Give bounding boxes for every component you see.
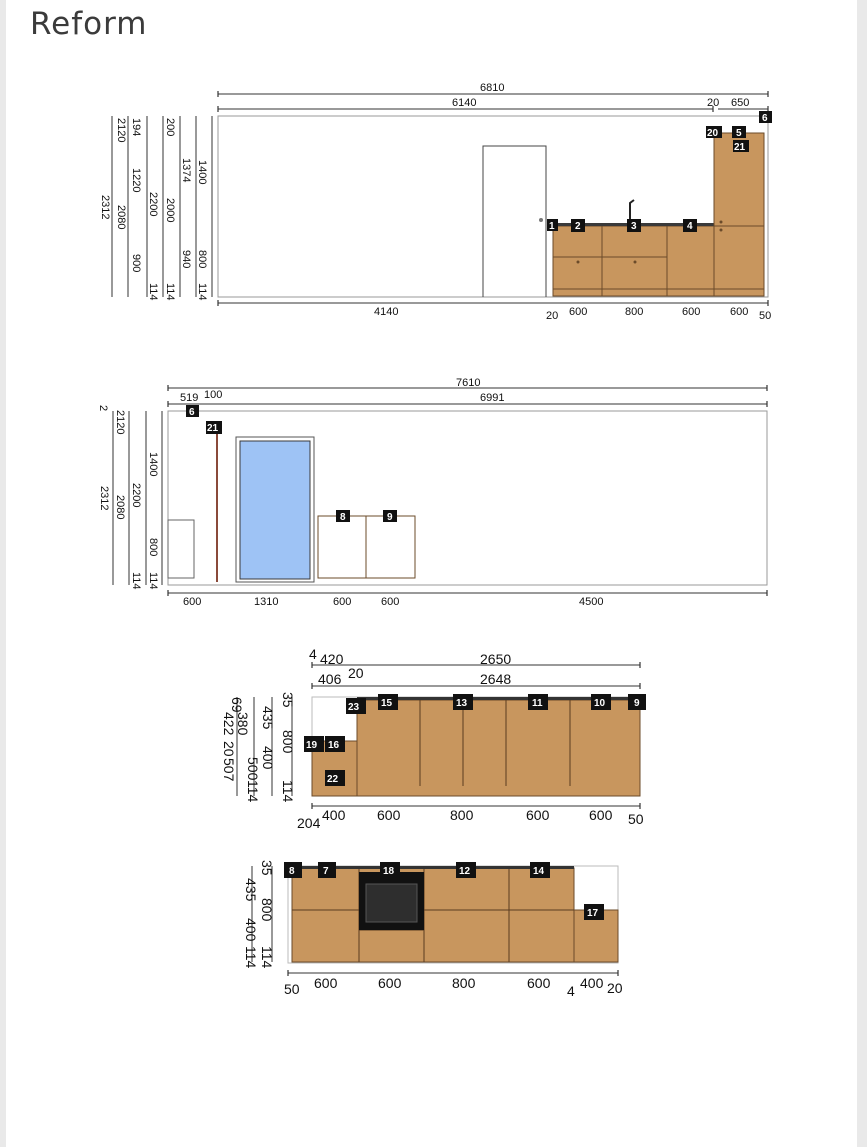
dim-label: 50 [628, 811, 644, 827]
svg-text:10: 10 [594, 698, 606, 709]
elevation-2 [97, 377, 767, 608]
dim-label: 1220 [130, 168, 142, 193]
dim-label: 2080 [114, 495, 126, 520]
glass-door [240, 441, 310, 579]
dim-label: 800 [147, 538, 159, 557]
dim-label: 600 [682, 306, 701, 318]
dim-label: 600 [381, 596, 400, 608]
dim-label: 422 [221, 712, 237, 736]
svg-text:9: 9 [634, 698, 640, 709]
dim-label: 20 [607, 980, 623, 996]
cabinet-run-1 [221, 646, 646, 831]
dim-label: 6140 [452, 97, 477, 109]
dim-label: 35 [259, 860, 275, 876]
dim-label: 4 [309, 646, 317, 662]
svg-text:13: 13 [456, 698, 468, 709]
svg-text:8: 8 [289, 866, 295, 877]
svg-text:21: 21 [207, 423, 219, 434]
dim-label: 4500 [579, 596, 604, 608]
dim-label: 6810 [480, 82, 505, 94]
dim-label: 507 [221, 758, 237, 782]
cabinets [292, 868, 574, 962]
dim-label: 114 [147, 283, 159, 301]
dim-label: 50 [284, 981, 300, 997]
svg-text:20: 20 [707, 128, 719, 139]
svg-text:6: 6 [762, 113, 768, 124]
svg-text:21: 21 [734, 142, 746, 153]
dim-label: 600 [527, 975, 551, 991]
dim-label: 114 [164, 283, 176, 301]
svg-text:22: 22 [327, 774, 339, 785]
dim-label: 800 [625, 306, 644, 318]
dim-label: 800 [452, 975, 476, 991]
dim-label: 114 [196, 283, 208, 301]
dim-label: 1374 [180, 158, 192, 183]
dim-label: 114 [147, 572, 159, 590]
dim-label: 650 [731, 97, 750, 109]
dim-label: 2000 [164, 198, 176, 223]
dim-label: 204 [297, 815, 321, 831]
dim-label: 600 [333, 596, 352, 608]
dim-label: 2312 [98, 486, 110, 511]
dim-label: 200 [164, 118, 176, 137]
oven-window [366, 884, 417, 922]
dim-label: 800 [196, 250, 208, 269]
svg-text:5: 5 [736, 128, 742, 139]
tall-cabinet [714, 133, 764, 296]
dim-label: 2650 [480, 651, 512, 667]
svg-text:3: 3 [631, 221, 637, 232]
dim-label: 600 [569, 306, 588, 318]
dim-label: 50 [759, 310, 772, 322]
dim-label: 114 [130, 572, 142, 590]
dim-label: 1310 [254, 596, 279, 608]
side-unit [168, 520, 194, 578]
dim-label: 114 [280, 780, 296, 803]
svg-text:18: 18 [383, 866, 395, 877]
dim-label: 800 [259, 898, 275, 922]
dim-label: 2080 [115, 205, 127, 230]
dim-label: 420 [320, 651, 344, 667]
svg-text:19: 19 [306, 740, 318, 751]
elevation-1 [99, 82, 772, 322]
dim-label: 900 [130, 254, 142, 273]
svg-text:4: 4 [687, 221, 693, 232]
dim-label: 1400 [147, 452, 159, 477]
dim-label: 114 [245, 780, 261, 803]
dim-label: 2120 [115, 118, 127, 143]
dim-label: 380 [235, 712, 251, 736]
dim-label: 940 [180, 250, 192, 269]
dim-label: 400 [260, 746, 276, 770]
dim-label: 2648 [480, 671, 512, 687]
svg-text:11: 11 [532, 698, 543, 709]
dim-label: 435 [260, 706, 276, 730]
svg-text:7: 7 [323, 866, 329, 877]
dim-label: 406 [318, 671, 342, 687]
dim-label: 500 [245, 757, 261, 781]
dim-label: 800 [280, 730, 296, 754]
dim-label: 114 [259, 946, 275, 969]
svg-text:17: 17 [587, 908, 599, 919]
dim-label: 600 [183, 596, 202, 608]
dim-label: 7610 [456, 377, 481, 389]
dim-label: 519 [180, 392, 199, 404]
dim-label: 194 [130, 118, 142, 137]
svg-text:12: 12 [459, 866, 471, 877]
dim-label: 600 [730, 306, 749, 318]
dim-label: 1400 [196, 160, 208, 185]
svg-text:14: 14 [533, 866, 545, 877]
dim-label: 6991 [480, 392, 505, 404]
dim-label: 400 [243, 918, 259, 942]
svg-text:6: 6 [189, 407, 195, 418]
cabinets [357, 700, 640, 796]
cabinet-run-2 [243, 860, 623, 999]
dim-label: 600 [377, 807, 401, 823]
dim-label: 20 [707, 97, 720, 109]
dim-label: 600 [589, 807, 613, 823]
svg-text:8: 8 [340, 512, 346, 523]
dim-label: 100 [204, 389, 223, 401]
dim-label: 2200 [130, 483, 142, 508]
svg-text:15: 15 [381, 698, 393, 709]
svg-text:2: 2 [575, 221, 581, 232]
svg-text:9: 9 [387, 512, 393, 523]
svg-text:16: 16 [328, 740, 340, 751]
dim-label: 2312 [99, 195, 111, 220]
dim-label: 800 [450, 807, 474, 823]
dim-label: 114 [243, 946, 259, 969]
dim-label: 4140 [374, 306, 399, 318]
svg-text:23: 23 [348, 702, 360, 713]
dim-label: 20 [221, 741, 237, 757]
dim-label: 400 [580, 975, 604, 991]
svg-text:1: 1 [549, 221, 555, 232]
dim-label: 435 [243, 878, 259, 902]
brand-logo: Reform [30, 6, 148, 42]
dim-label: 69 [229, 697, 245, 713]
dim-label: 2120 [114, 410, 126, 435]
dim-label: 600 [314, 975, 338, 991]
dim-label: 2 [97, 405, 109, 412]
dim-label: 20 [546, 310, 559, 322]
dim-label: 35 [280, 692, 296, 708]
dim-label: 600 [526, 807, 550, 823]
dim-label: 2200 [147, 192, 159, 217]
door-handle [539, 218, 543, 222]
dim-label: 20 [348, 665, 364, 681]
dim-label: 600 [378, 975, 402, 991]
dim-label: 4 [567, 983, 575, 999]
dim-label: 400 [322, 807, 346, 823]
